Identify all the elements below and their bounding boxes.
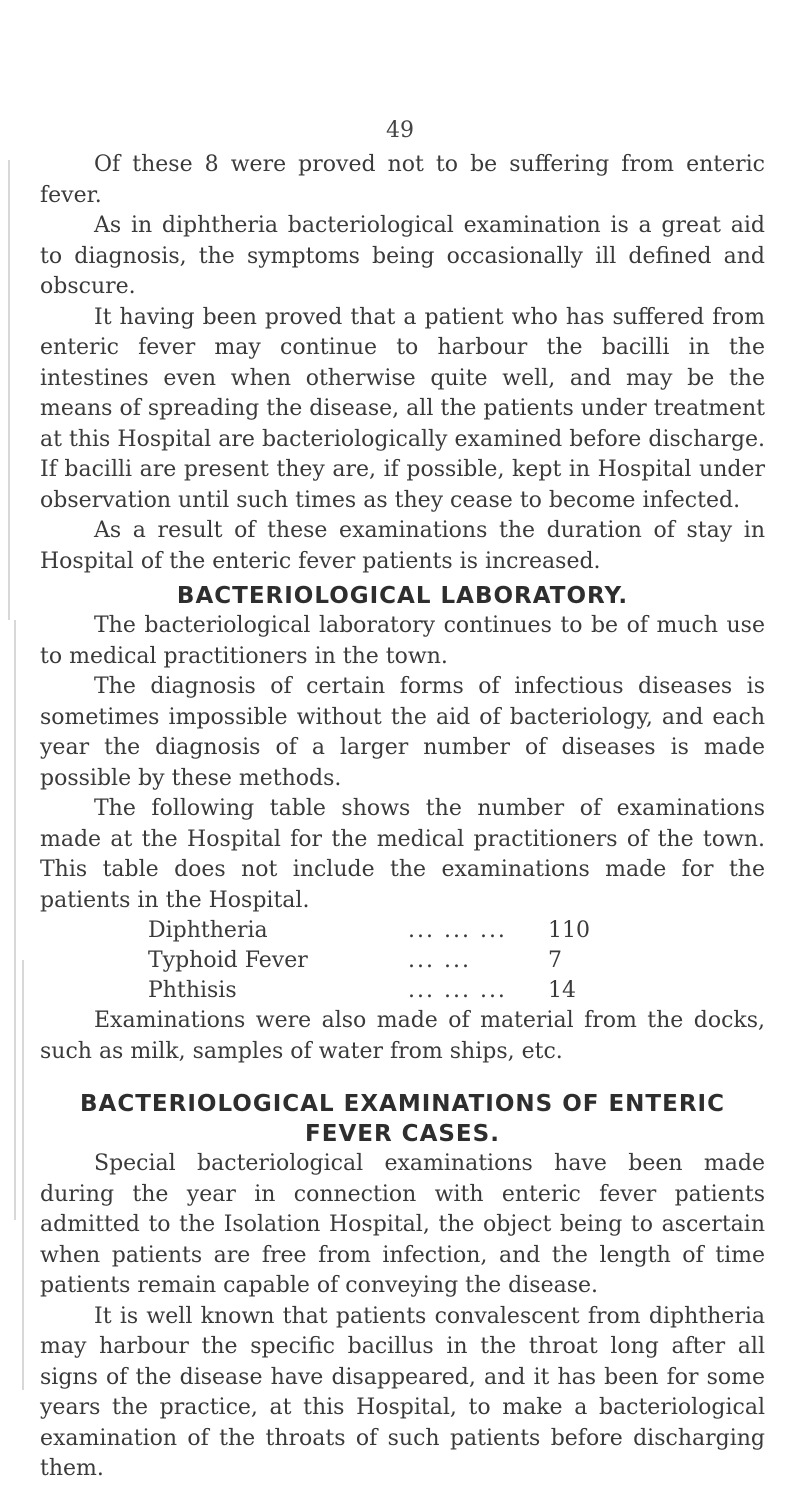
examination-count: 7 (548, 948, 562, 973)
disease-name: Phthisis (148, 978, 237, 1003)
examinations-table (148, 916, 608, 1006)
binding-gutter (0, 0, 40, 1399)
paragraph: It having been proved that a patient who has suffered from enteric fever may continue to harbour the bacilli in the intestines even when otherwise quite well, and may be the means of spreading the disease, all the patients under treatment at this Hospital are bacteriologically examined before discharge. If bacilli are present they are, if possible, kept in Hospital under observation until such times as they cease to become infected. (40, 304, 765, 513)
paragraph: The bacteriological laboratory continues to be of much use to medical practitioners in the town. (40, 613, 765, 669)
table-row (148, 946, 608, 976)
table-row (148, 976, 608, 1006)
leader-dots: ... ... ... (408, 918, 507, 943)
examination-count: 14 (548, 978, 576, 1003)
examination-count: 110 (548, 918, 590, 943)
paragraph: Special bacteriological examinations have been made during the year in connection with enteric fever patients admitted to the Isolation Hospital, the object being to ascertain when patients are free from infection, and the length of time patients remain capable of conveying the disease. (40, 1151, 765, 1298)
section-heading-enteric (40, 1089, 765, 1149)
table-row (148, 916, 608, 946)
paragraph: As in diphtheria bacteriological examination is a great aid to diagnosis, the symptoms being occasionally ill defined and obscure. (40, 213, 765, 299)
disease-name: Typhoid Fever (148, 948, 308, 973)
paragraph: It is well known that patients convalescent from diphtheria may harbour the specific bacillus in the throat long after all signs of the disease have disappeared, and it has been for some years the practice, at this Hospital, to make a bacteriological examination of the throats of such patients before discharging them. (40, 1303, 765, 1481)
disease-name: Diphtheria (148, 918, 268, 943)
section-heading-laboratory: BACTERIOLOGICAL LABORATORY. (176, 583, 629, 609)
leader-dots: ... ... ... (408, 978, 507, 1003)
paragraph: As a result of these examinations the duration of stay in Hospital of the enteric fever patients is increased. (40, 518, 765, 574)
paragraph: The following table shows the number of examinations made at the Hospital for the medical practitioners of the town. This table does not include the examinations made for the patients in the Hospital. (40, 796, 765, 913)
paragraph: The diagnosis of certain forms of infectious diseases is sometimes impossible without the aid of bacteriology, and each year the diagnosis of a larger number of diseases is made possible by these methods. (40, 674, 765, 791)
leader-dots: ... ... (408, 948, 471, 973)
page-number: 49 (386, 118, 414, 143)
section-heading-line: FEVER CASES. (305, 1121, 500, 1147)
body-text (40, 150, 765, 1485)
paragraph: Of these 8 were proved not to be suffering from enteric fever. (40, 152, 765, 208)
paragraph: Examinations were also made of material from the docks, such as milk, samples of water from ships, etc. (40, 1008, 765, 1064)
section-heading-line: BACTERIOLOGICAL EXAMINATIONS OF ENTERIC (80, 1091, 725, 1117)
